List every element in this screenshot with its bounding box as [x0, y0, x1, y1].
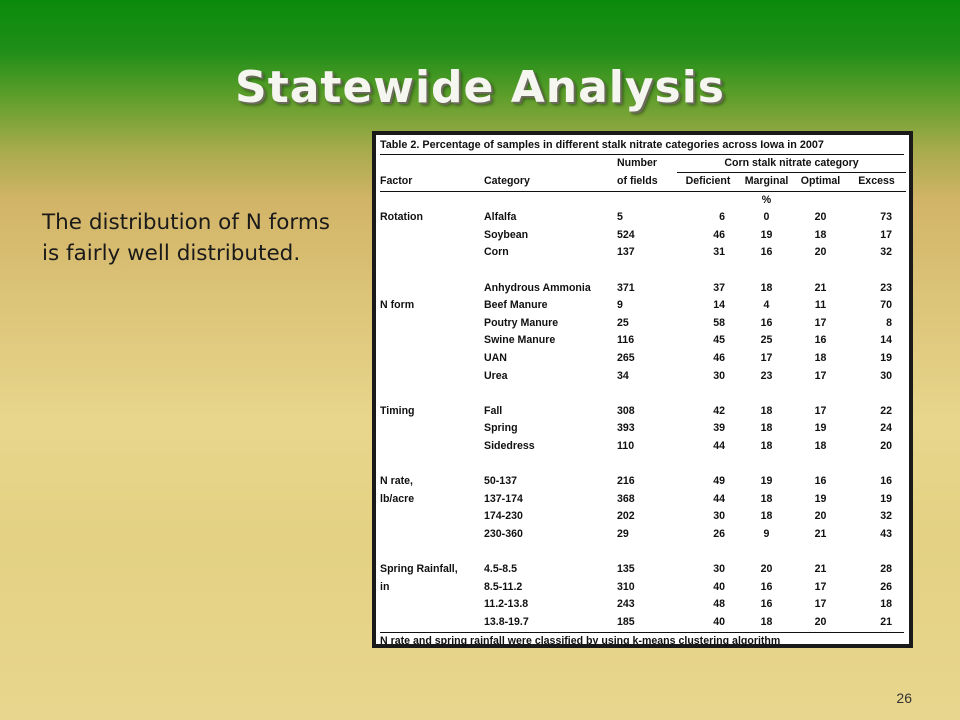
row-category: Urea [484, 369, 508, 382]
row-marginal: 18 [760, 404, 773, 417]
row-category: Sidedress [484, 439, 535, 452]
row-excess [847, 543, 906, 561]
row-deficient: 45 [713, 334, 725, 347]
row-deficient: 14 [713, 299, 725, 312]
row-deficient: 30 [713, 369, 725, 382]
row-excess: 19 [880, 492, 892, 505]
slide-body-text: The distribution of N forms is fairly well distributed. [42, 210, 330, 266]
row-excess: 22 [880, 404, 892, 417]
row-excess: 20 [880, 439, 892, 452]
row-deficient: 58 [713, 316, 725, 329]
row-excess: 32 [880, 510, 892, 523]
row-field-count: 5 [617, 211, 623, 224]
row-marginal: 18 [760, 281, 773, 294]
row-deficient: 40 [713, 615, 725, 628]
row-excess: 70 [880, 299, 892, 312]
table-image [372, 131, 913, 648]
row-optimal: 17 [814, 316, 827, 329]
row-deficient: 46 [713, 351, 725, 364]
row-category [484, 456, 617, 474]
row-category: Anhydrous Ammonia [484, 281, 591, 294]
row-marginal [739, 543, 794, 561]
row-category: 50-137 [484, 475, 517, 488]
row-factor [380, 420, 484, 438]
row-marginal: 17 [760, 351, 773, 364]
row-factor [380, 438, 484, 456]
row-category [484, 262, 617, 280]
row-optimal: 17 [814, 580, 827, 593]
row-factor: lb/acre [380, 492, 415, 505]
row-optimal: 18 [814, 351, 827, 364]
row-deficient: 49 [713, 475, 725, 488]
row-deficient: 31 [713, 246, 725, 259]
row-category: 11.2-13.8 [484, 598, 529, 611]
row-field-count [617, 262, 677, 280]
row-marginal: 16 [760, 316, 773, 329]
row-deficient: 6 [719, 211, 725, 224]
row-deficient: 46 [713, 228, 725, 241]
row-optimal: 18 [814, 439, 827, 452]
row-marginal: 9 [763, 527, 770, 540]
row-optimal: 18 [814, 228, 827, 241]
row-excess: 73 [880, 211, 892, 224]
row-category [484, 543, 617, 561]
row-category: Corn [484, 246, 509, 259]
row-optimal: 21 [814, 527, 827, 540]
row-category: 137-174 [484, 492, 523, 505]
row-excess: 8 [886, 316, 892, 329]
row-factor: Timing [380, 404, 415, 417]
row-excess: 28 [880, 563, 892, 576]
row-factor: in [380, 580, 390, 593]
row-deficient [677, 543, 739, 561]
row-marginal: 0 [763, 211, 770, 224]
row-optimal: 21 [814, 563, 827, 576]
row-field-count: 137 [617, 246, 635, 259]
header-excess: Excess [847, 173, 906, 192]
row-excess: 21 [880, 615, 892, 628]
row-factor: Rotation [380, 211, 423, 224]
row-marginal: 25 [760, 334, 773, 347]
row-excess: 18 [880, 598, 892, 611]
row-field-count: 308 [617, 404, 635, 417]
header-of-fields: of fields [617, 173, 677, 192]
row-deficient: 37 [713, 281, 725, 294]
row-field-count: 34 [617, 369, 629, 382]
row-factor [380, 262, 484, 280]
row-marginal: 20 [760, 563, 773, 576]
header-unit: % [761, 193, 772, 206]
row-optimal [794, 385, 847, 403]
row-optimal: 16 [814, 475, 827, 488]
row-factor [380, 508, 484, 526]
row-deficient [677, 262, 739, 280]
row-deficient: 30 [713, 510, 725, 523]
row-excess: 16 [880, 475, 892, 488]
row-marginal [739, 385, 794, 403]
row-factor [380, 596, 484, 614]
row-factor: Spring Rainfall, [380, 563, 458, 576]
row-marginal: 18 [760, 615, 773, 628]
row-category: UAN [484, 351, 507, 364]
row-field-count: 265 [617, 351, 635, 364]
row-category: Soybean [484, 228, 529, 241]
row-marginal: 4 [763, 299, 770, 312]
row-category: Beef Manure [484, 299, 548, 312]
row-excess: 24 [880, 422, 892, 435]
row-excess: 43 [880, 527, 892, 540]
row-excess [847, 262, 906, 280]
row-category [484, 385, 617, 403]
row-factor: N rate, [380, 475, 413, 488]
row-marginal: 18 [760, 510, 773, 523]
row-factor [380, 543, 484, 561]
row-category: Swine Manure [484, 334, 556, 347]
row-marginal: 16 [760, 598, 773, 611]
row-category: 174-230 [484, 510, 523, 523]
row-marginal: 19 [760, 475, 773, 488]
row-field-count: 393 [617, 422, 635, 435]
slide-number: 26 [896, 690, 912, 706]
row-factor [380, 280, 484, 298]
header-category-group: Corn stalk nitrate category [677, 155, 906, 173]
header-number: Number [617, 157, 658, 169]
row-deficient: 44 [713, 439, 725, 452]
table-header [380, 155, 904, 209]
row-field-count: 29 [617, 527, 629, 540]
row-category: Fall [484, 404, 503, 417]
header-category: Category [484, 173, 617, 192]
row-deficient: 40 [713, 580, 725, 593]
row-deficient: 42 [713, 404, 725, 417]
header-optimal: Optimal [794, 173, 847, 192]
row-field-count: 371 [617, 281, 635, 294]
row-field-count: 368 [617, 492, 635, 505]
row-marginal: 18 [760, 422, 773, 435]
row-factor [380, 315, 484, 333]
row-field-count: 243 [617, 598, 635, 611]
header-deficient: Deficient [677, 173, 739, 192]
row-field-count: 135 [617, 563, 635, 576]
row-field-count: 25 [617, 316, 629, 329]
row-factor [380, 614, 484, 632]
row-marginal: 19 [760, 228, 773, 241]
row-deficient: 48 [713, 598, 725, 611]
row-factor [380, 456, 484, 474]
row-deficient: 30 [713, 563, 725, 576]
row-factor [380, 244, 484, 262]
row-category: Poutry Manure [484, 316, 559, 329]
row-marginal: 18 [760, 492, 773, 505]
row-optimal: 20 [814, 211, 827, 224]
row-deficient: 39 [713, 422, 725, 435]
row-excess: 26 [880, 580, 892, 593]
row-excess [847, 385, 906, 403]
row-optimal: 20 [814, 615, 827, 628]
row-deficient: 26 [713, 527, 725, 540]
row-field-count: 110 [617, 439, 635, 452]
row-marginal [739, 262, 794, 280]
row-field-count: 116 [617, 334, 635, 347]
row-factor: N form [380, 299, 415, 312]
row-field-count: 216 [617, 475, 635, 488]
row-field-count: 185 [617, 615, 635, 628]
row-optimal [794, 262, 847, 280]
row-excess: 14 [880, 334, 892, 347]
row-optimal: 17 [814, 598, 827, 611]
row-optimal: 17 [814, 404, 827, 417]
row-field-count [617, 385, 677, 403]
row-excess [847, 456, 906, 474]
row-optimal: 20 [814, 246, 827, 259]
row-field-count: 524 [617, 228, 635, 241]
row-excess: 30 [880, 369, 892, 382]
row-factor [380, 368, 484, 386]
row-marginal: 18 [760, 439, 773, 452]
row-deficient: 44 [713, 492, 725, 505]
row-optimal: 20 [814, 510, 827, 523]
row-optimal: 11 [814, 299, 827, 312]
row-category: 4.5-8.5 [484, 563, 517, 576]
row-optimal: 19 [814, 492, 827, 505]
row-category: 13.8-19.7 [484, 615, 529, 628]
header-factor: Factor [380, 173, 484, 192]
row-factor [380, 227, 484, 245]
table-body [380, 209, 904, 631]
row-optimal: 21 [814, 281, 827, 294]
row-factor [380, 332, 484, 350]
row-optimal: 17 [814, 369, 827, 382]
row-field-count [617, 543, 677, 561]
nitrate-table [376, 135, 909, 648]
row-marginal: 16 [760, 580, 773, 593]
row-marginal: 16 [760, 246, 773, 259]
row-category: 230-360 [484, 527, 523, 540]
row-marginal: 23 [760, 369, 773, 382]
row-excess: 32 [880, 246, 892, 259]
row-deficient [677, 385, 739, 403]
table-caption: Table 2. Percentage of samples in different stalk nitrate categories across Iowa in 2007 [380, 137, 904, 155]
row-factor [380, 385, 484, 403]
row-excess: 23 [880, 281, 892, 294]
row-field-count [617, 456, 677, 474]
row-excess: 17 [880, 228, 892, 241]
row-deficient [677, 456, 739, 474]
row-factor [380, 526, 484, 544]
row-category: 8.5-11.2 [484, 580, 523, 593]
row-field-count: 310 [617, 580, 635, 593]
row-factor [380, 350, 484, 368]
row-optimal: 19 [814, 422, 827, 435]
row-field-count: 9 [617, 299, 623, 312]
row-optimal [794, 456, 847, 474]
row-marginal [739, 456, 794, 474]
row-category: Spring [484, 422, 518, 435]
row-optimal: 16 [814, 334, 827, 347]
slide-title: Statewide Analysis [235, 62, 725, 113]
row-field-count: 202 [617, 510, 635, 523]
row-category: Alfalfa [484, 211, 517, 224]
row-excess: 19 [880, 351, 892, 364]
header-marginal: Marginal [739, 173, 794, 192]
row-optimal [794, 543, 847, 561]
table-footnote: N rate and spring rainfall were classified by using k-means clustering algorithm [380, 632, 904, 650]
